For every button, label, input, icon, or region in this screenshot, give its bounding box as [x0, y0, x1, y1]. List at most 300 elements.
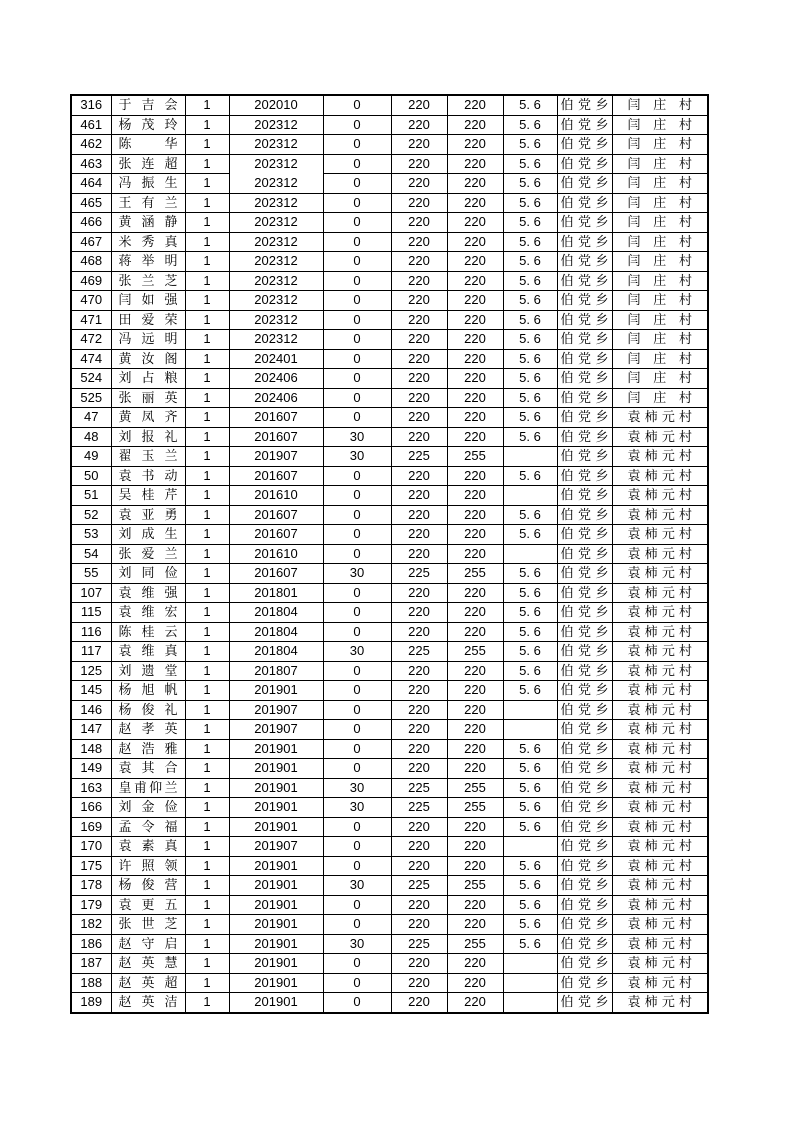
table-row — [71, 739, 708, 759]
cell-township: 伯党乡 — [557, 759, 612, 779]
cell-adjustment: 0 — [323, 915, 391, 935]
cell-village: 袁柿元村 — [612, 759, 708, 779]
cell-amount-1: 220 — [391, 310, 447, 330]
table-row — [71, 193, 708, 213]
cell-count: 1 — [185, 135, 229, 155]
cell-rate: 5. 6 — [503, 252, 557, 272]
table-row — [71, 310, 708, 330]
cell-name: 袁维强 — [111, 583, 185, 603]
cell-adjustment: 0 — [323, 954, 391, 974]
cell-adjustment: 30 — [323, 798, 391, 818]
cell-village: 闫庄村 — [612, 193, 708, 213]
cell-adjustment: 0 — [323, 291, 391, 311]
cell-amount-2: 220 — [447, 700, 503, 720]
cell-rate: 5. 6 — [503, 135, 557, 155]
cell-township: 伯党乡 — [557, 505, 612, 525]
cell-count: 1 — [185, 252, 229, 272]
cell-date: 201901 — [229, 954, 323, 974]
cell-rate: 5. 6 — [503, 525, 557, 545]
cell-adjustment: 30 — [323, 876, 391, 896]
cell-date: 201901 — [229, 934, 323, 954]
cell-id: 470 — [71, 291, 111, 311]
cell-adjustment: 0 — [323, 95, 391, 115]
cell-date: 201907 — [229, 720, 323, 740]
cell-amount-2: 220 — [447, 330, 503, 350]
cell-township: 伯党乡 — [557, 876, 612, 896]
cell-township: 伯党乡 — [557, 525, 612, 545]
cell-date: 201801 — [229, 583, 323, 603]
cell-amount-1: 220 — [391, 856, 447, 876]
cell-village: 闫庄村 — [612, 213, 708, 233]
table-row — [71, 154, 708, 174]
cell-township: 伯党乡 — [557, 135, 612, 155]
cell-village: 袁柿元村 — [612, 856, 708, 876]
cell-name: 孟令福 — [111, 817, 185, 837]
cell-count: 1 — [185, 915, 229, 935]
cell-adjustment: 0 — [323, 856, 391, 876]
cell-rate: 5. 6 — [503, 505, 557, 525]
cell-amount-1: 220 — [391, 427, 447, 447]
cell-date: 201607 — [229, 408, 323, 428]
table-row — [71, 486, 708, 506]
cell-name: 张爱兰 — [111, 544, 185, 564]
cell-rate: 5. 6 — [503, 681, 557, 701]
cell-adjustment: 0 — [323, 232, 391, 252]
cell-village: 袁柿元村 — [612, 622, 708, 642]
cell-amount-1: 220 — [391, 525, 447, 545]
cell-adjustment: 0 — [323, 525, 391, 545]
table-row — [71, 252, 708, 272]
table-row — [71, 466, 708, 486]
cell-village: 袁柿元村 — [612, 739, 708, 759]
cell-adjustment: 0 — [323, 486, 391, 506]
cell-adjustment: 0 — [323, 369, 391, 389]
cell-date: 202312 — [229, 310, 323, 330]
cell-date: 201907 — [229, 700, 323, 720]
table-row — [71, 525, 708, 545]
cell-amount-1: 220 — [391, 739, 447, 759]
cell-amount-2: 220 — [447, 408, 503, 428]
cell-rate: 5. 6 — [503, 856, 557, 876]
cell-village: 袁柿元村 — [612, 661, 708, 681]
cell-adjustment: 0 — [323, 408, 391, 428]
cell-count: 1 — [185, 934, 229, 954]
cell-adjustment: 30 — [323, 642, 391, 662]
cell-rate: 5. 6 — [503, 388, 557, 408]
cell-count: 1 — [185, 271, 229, 291]
cell-adjustment: 0 — [323, 154, 391, 174]
cell-date: 201610 — [229, 544, 323, 564]
cell-township: 伯党乡 — [557, 837, 612, 857]
cell-amount-2: 220 — [447, 271, 503, 291]
cell-name: 刘同俭 — [111, 564, 185, 584]
cell-date: 202312 — [229, 330, 323, 350]
cell-rate: 5. 6 — [503, 876, 557, 896]
cell-rate — [503, 544, 557, 564]
table-row — [71, 427, 708, 447]
table-row — [71, 369, 708, 389]
cell-rate: 5. 6 — [503, 271, 557, 291]
cell-rate: 5. 6 — [503, 603, 557, 623]
cell-township: 伯党乡 — [557, 681, 612, 701]
cell-township: 伯党乡 — [557, 603, 612, 623]
cell-amount-2: 220 — [447, 895, 503, 915]
cell-adjustment: 0 — [323, 759, 391, 779]
cell-village: 袁柿元村 — [612, 681, 708, 701]
cell-name: 张丽英 — [111, 388, 185, 408]
table-row — [71, 95, 708, 115]
cell-township: 伯党乡 — [557, 700, 612, 720]
cell-township: 伯党乡 — [557, 739, 612, 759]
table-row — [71, 603, 708, 623]
cell-name: 赵英超 — [111, 973, 185, 993]
cell-amount-1: 220 — [391, 915, 447, 935]
cell-township: 伯党乡 — [557, 817, 612, 837]
cell-id: 525 — [71, 388, 111, 408]
cell-township: 伯党乡 — [557, 720, 612, 740]
cell-rate: 5. 6 — [503, 291, 557, 311]
cell-village: 袁柿元村 — [612, 642, 708, 662]
cell-id: 49 — [71, 447, 111, 467]
cell-date: 202312 — [229, 174, 323, 194]
cell-adjustment: 0 — [323, 115, 391, 135]
cell-id: 50 — [71, 466, 111, 486]
cell-amount-2: 220 — [447, 837, 503, 857]
cell-date: 202312 — [229, 291, 323, 311]
cell-adjustment: 30 — [323, 778, 391, 798]
cell-count: 1 — [185, 505, 229, 525]
cell-amount-1: 225 — [391, 564, 447, 584]
cell-adjustment: 0 — [323, 817, 391, 837]
cell-id: 163 — [71, 778, 111, 798]
cell-amount-2: 220 — [447, 115, 503, 135]
cell-amount-1: 220 — [391, 895, 447, 915]
cell-id: 145 — [71, 681, 111, 701]
cell-name: 陈桂云 — [111, 622, 185, 642]
cell-name: 杨旭帆 — [111, 681, 185, 701]
cell-name: 赵浩雅 — [111, 739, 185, 759]
cell-date: 202312 — [229, 115, 323, 135]
cell-township: 伯党乡 — [557, 174, 612, 194]
cell-name: 袁维宏 — [111, 603, 185, 623]
cell-amount-2: 220 — [447, 135, 503, 155]
cell-id: 187 — [71, 954, 111, 974]
cell-amount-1: 220 — [391, 349, 447, 369]
cell-date: 202401 — [229, 349, 323, 369]
cell-amount-2: 220 — [447, 388, 503, 408]
cell-adjustment: 0 — [323, 252, 391, 272]
cell-amount-1: 220 — [391, 232, 447, 252]
cell-name: 黄汝阁 — [111, 349, 185, 369]
cell-township: 伯党乡 — [557, 895, 612, 915]
cell-village: 袁柿元村 — [612, 778, 708, 798]
cell-amount-2: 220 — [447, 817, 503, 837]
cell-name: 吴桂芹 — [111, 486, 185, 506]
cell-id: 53 — [71, 525, 111, 545]
cell-amount-1: 220 — [391, 95, 447, 115]
cell-id: 170 — [71, 837, 111, 857]
cell-name: 冯振生 — [111, 174, 185, 194]
cell-count: 1 — [185, 154, 229, 174]
cell-id: 117 — [71, 642, 111, 662]
cell-village: 袁柿元村 — [612, 603, 708, 623]
cell-date: 201607 — [229, 505, 323, 525]
cell-village: 袁柿元村 — [612, 700, 708, 720]
cell-amount-2: 255 — [447, 934, 503, 954]
cell-name: 于吉会 — [111, 95, 185, 115]
cell-amount-2: 220 — [447, 544, 503, 564]
cell-amount-1: 220 — [391, 408, 447, 428]
cell-date: 201907 — [229, 447, 323, 467]
cell-date: 202312 — [229, 213, 323, 233]
cell-id: 189 — [71, 993, 111, 1013]
cell-township: 伯党乡 — [557, 934, 612, 954]
cell-name: 赵英慧 — [111, 954, 185, 974]
cell-id: 148 — [71, 739, 111, 759]
cell-township: 伯党乡 — [557, 330, 612, 350]
cell-amount-1: 220 — [391, 505, 447, 525]
cell-adjustment: 30 — [323, 934, 391, 954]
cell-amount-2: 220 — [447, 95, 503, 115]
cell-amount-2: 220 — [447, 213, 503, 233]
cell-date: 202312 — [229, 193, 323, 213]
table-row — [71, 408, 708, 428]
cell-name: 冯远明 — [111, 330, 185, 350]
cell-village: 闫庄村 — [612, 135, 708, 155]
cell-village: 闫庄村 — [612, 115, 708, 135]
cell-amount-1: 225 — [391, 798, 447, 818]
cell-township: 伯党乡 — [557, 115, 612, 135]
cell-village: 闫庄村 — [612, 291, 708, 311]
table-body — [71, 95, 708, 1013]
cell-date: 201907 — [229, 837, 323, 857]
cell-count: 1 — [185, 349, 229, 369]
cell-village: 袁柿元村 — [612, 466, 708, 486]
cell-rate: 5. 6 — [503, 642, 557, 662]
cell-id: 462 — [71, 135, 111, 155]
cell-amount-1: 225 — [391, 778, 447, 798]
cell-id: 466 — [71, 213, 111, 233]
cell-name: 赵守启 — [111, 934, 185, 954]
cell-amount-2: 255 — [447, 642, 503, 662]
table-row — [71, 817, 708, 837]
cell-village: 袁柿元村 — [612, 934, 708, 954]
cell-count: 1 — [185, 856, 229, 876]
cell-amount-2: 220 — [447, 349, 503, 369]
cell-rate: 5. 6 — [503, 115, 557, 135]
cell-amount-1: 220 — [391, 486, 447, 506]
cell-amount-2: 220 — [447, 427, 503, 447]
cell-amount-1: 220 — [391, 681, 447, 701]
cell-amount-2: 220 — [447, 174, 503, 194]
cell-township: 伯党乡 — [557, 778, 612, 798]
cell-adjustment: 0 — [323, 174, 391, 194]
cell-amount-1: 220 — [391, 330, 447, 350]
cell-adjustment: 0 — [323, 700, 391, 720]
table-row — [71, 447, 708, 467]
table-row — [71, 720, 708, 740]
cell-id: 471 — [71, 310, 111, 330]
cell-village: 闫庄村 — [612, 271, 708, 291]
cell-count: 1 — [185, 778, 229, 798]
cell-count: 1 — [185, 973, 229, 993]
cell-count: 1 — [185, 895, 229, 915]
cell-date: 201901 — [229, 739, 323, 759]
cell-count: 1 — [185, 330, 229, 350]
table-row — [71, 837, 708, 857]
cell-id: 169 — [71, 817, 111, 837]
table-row — [71, 993, 708, 1013]
cell-id: 463 — [71, 154, 111, 174]
cell-name: 刘遗堂 — [111, 661, 185, 681]
cell-amount-1: 220 — [391, 115, 447, 135]
cell-count: 1 — [185, 759, 229, 779]
cell-township: 伯党乡 — [557, 642, 612, 662]
cell-id: 147 — [71, 720, 111, 740]
cell-amount-2: 220 — [447, 661, 503, 681]
cell-amount-1: 220 — [391, 622, 447, 642]
table-row — [71, 661, 708, 681]
cell-amount-2: 220 — [447, 486, 503, 506]
cell-amount-2: 255 — [447, 798, 503, 818]
cell-count: 1 — [185, 369, 229, 389]
cell-township: 伯党乡 — [557, 154, 612, 174]
cell-amount-2: 255 — [447, 778, 503, 798]
cell-name: 杨茂玲 — [111, 115, 185, 135]
cell-amount-1: 220 — [391, 213, 447, 233]
table-row — [71, 759, 708, 779]
cell-amount-1: 220 — [391, 544, 447, 564]
cell-adjustment: 0 — [323, 544, 391, 564]
cell-count: 1 — [185, 720, 229, 740]
cell-rate: 5. 6 — [503, 330, 557, 350]
cell-township: 伯党乡 — [557, 447, 612, 467]
cell-village: 袁柿元村 — [612, 837, 708, 857]
cell-township: 伯党乡 — [557, 544, 612, 564]
cell-rate: 5. 6 — [503, 622, 557, 642]
cell-adjustment: 0 — [323, 973, 391, 993]
cell-name: 袁更五 — [111, 895, 185, 915]
cell-village: 闫庄村 — [612, 232, 708, 252]
cell-id: 146 — [71, 700, 111, 720]
cell-id: 116 — [71, 622, 111, 642]
cell-rate — [503, 954, 557, 974]
cell-township: 伯党乡 — [557, 427, 612, 447]
cell-date: 201607 — [229, 427, 323, 447]
cell-count: 1 — [185, 388, 229, 408]
cell-adjustment: 0 — [323, 310, 391, 330]
cell-amount-2: 220 — [447, 993, 503, 1013]
cell-count: 1 — [185, 447, 229, 467]
cell-rate: 5. 6 — [503, 154, 557, 174]
cell-adjustment: 0 — [323, 505, 391, 525]
cell-name: 张兰芝 — [111, 271, 185, 291]
cell-amount-2: 220 — [447, 720, 503, 740]
cell-name: 袁维真 — [111, 642, 185, 662]
cell-id: 54 — [71, 544, 111, 564]
cell-count: 1 — [185, 837, 229, 857]
cell-village: 袁柿元村 — [612, 954, 708, 974]
cell-amount-2: 220 — [447, 583, 503, 603]
cell-name: 陈华 — [111, 135, 185, 155]
table-row — [71, 798, 708, 818]
table-row — [71, 349, 708, 369]
cell-township: 伯党乡 — [557, 466, 612, 486]
table-row — [71, 934, 708, 954]
cell-village: 闫庄村 — [612, 330, 708, 350]
cell-amount-2: 220 — [447, 759, 503, 779]
cell-count: 1 — [185, 739, 229, 759]
cell-date: 202312 — [229, 252, 323, 272]
table-row — [71, 856, 708, 876]
cell-rate — [503, 973, 557, 993]
cell-date: 202312 — [229, 271, 323, 291]
cell-township: 伯党乡 — [557, 369, 612, 389]
cell-date: 202312 — [229, 154, 323, 174]
cell-date: 201901 — [229, 993, 323, 1013]
table-row — [71, 622, 708, 642]
cell-date: 201901 — [229, 681, 323, 701]
cell-adjustment: 30 — [323, 427, 391, 447]
cell-id: 469 — [71, 271, 111, 291]
cell-name: 张连超 — [111, 154, 185, 174]
cell-adjustment: 0 — [323, 622, 391, 642]
cell-village: 袁柿元村 — [612, 408, 708, 428]
cell-amount-1: 220 — [391, 817, 447, 837]
cell-amount-1: 225 — [391, 447, 447, 467]
cell-adjustment: 0 — [323, 720, 391, 740]
cell-name: 许照领 — [111, 856, 185, 876]
cell-rate: 5. 6 — [503, 213, 557, 233]
cell-township: 伯党乡 — [557, 954, 612, 974]
cell-amount-1: 220 — [391, 193, 447, 213]
cell-adjustment: 0 — [323, 330, 391, 350]
cell-name: 刘成生 — [111, 525, 185, 545]
cell-id: 125 — [71, 661, 111, 681]
cell-township: 伯党乡 — [557, 95, 612, 115]
cell-adjustment: 0 — [323, 895, 391, 915]
cell-id: 465 — [71, 193, 111, 213]
cell-name: 翟玉兰 — [111, 447, 185, 467]
cell-name: 黄涵静 — [111, 213, 185, 233]
cell-amount-1: 225 — [391, 876, 447, 896]
table-row — [71, 291, 708, 311]
cell-adjustment: 0 — [323, 681, 391, 701]
table-row — [71, 388, 708, 408]
cell-id: 179 — [71, 895, 111, 915]
cell-date: 201804 — [229, 603, 323, 623]
cell-adjustment: 0 — [323, 739, 391, 759]
cell-name: 皇甫仰兰 — [111, 778, 185, 798]
cell-date: 201901 — [229, 817, 323, 837]
cell-id: 461 — [71, 115, 111, 135]
cell-date: 201901 — [229, 856, 323, 876]
cell-rate: 5. 6 — [503, 95, 557, 115]
cell-id: 186 — [71, 934, 111, 954]
cell-count: 1 — [185, 232, 229, 252]
cell-township: 伯党乡 — [557, 193, 612, 213]
cell-township: 伯党乡 — [557, 252, 612, 272]
cell-date: 202312 — [229, 232, 323, 252]
cell-rate — [503, 700, 557, 720]
cell-amount-2: 220 — [447, 915, 503, 935]
cell-date: 201901 — [229, 895, 323, 915]
cell-rate: 5. 6 — [503, 934, 557, 954]
cell-id: 175 — [71, 856, 111, 876]
cell-adjustment: 0 — [323, 466, 391, 486]
cell-amount-1: 225 — [391, 934, 447, 954]
cell-rate: 5. 6 — [503, 895, 557, 915]
